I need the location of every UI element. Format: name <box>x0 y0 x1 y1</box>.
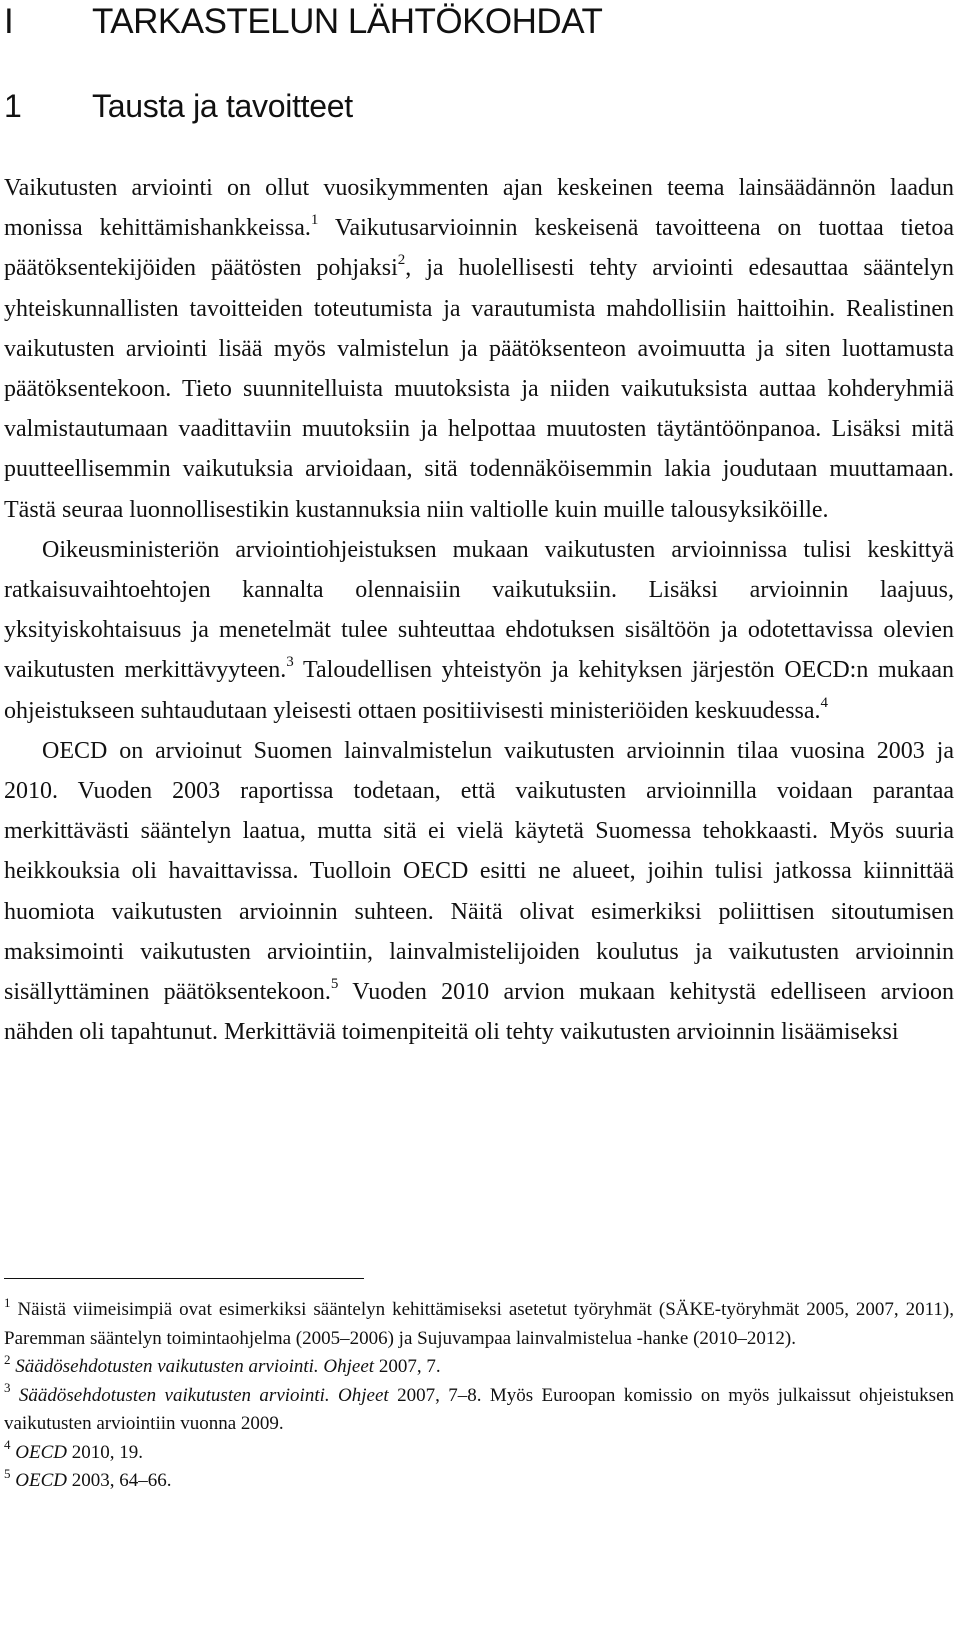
footnote-3 <box>4 1382 954 1439</box>
text-run: 2003, 64–66. <box>66 1470 172 1491</box>
paragraph-3 <box>4 731 954 1053</box>
footnote-number: 3 <box>4 1380 11 1396</box>
italic-title: OECD <box>15 1441 67 1463</box>
footnote-number: 1 <box>4 1294 11 1310</box>
text-run: , ja huolellisesti tehty arviointi edesauttaa sääntelyn yhteiskunnallisten tavoitteiden toteutumista ja varautumista mahdollisiin haittoihin. Realistinen vaikutusten arviointi lisää myös valmistelun ja päätöksenteon avoimuutta ja siten luottamusta päätöksentekoon. Tieto suunnitelluista muutoksista ja niiden vaikutuksista auttaa kohderyhmiä valmistautumaan vaadittaviin muutoksiin ja helpottaa muutosten täytäntöönpanoa. Lisäksi mitä puutteellisemmin vaikutuksia arvioidaan, sitä todennäköisemmin lakia joudutaan muuttamaan. Tästä seuraa luonnollisestikin kustannuksia niin valtiolle kuin muille talousyksiköille. <box>4 255 955 523</box>
text-run: 2007, 7. <box>374 1356 441 1377</box>
footnote-number: 5 <box>4 1465 11 1481</box>
footnote-ref: 5 <box>330 976 339 993</box>
text-run: Taloudellisen yhteistyön ja kehityksen järjestön OECD:n mukaan ohjeistukseen suhtaudutaan yleisesti ottaen positiivisesti ministeriöiden keskuudessa. <box>4 657 954 724</box>
chapter-number: I <box>4 2 14 41</box>
footnote-5 <box>4 1467 954 1496</box>
footnote-2 <box>4 1353 954 1382</box>
chapter-heading <box>4 2 602 42</box>
footnote-separator <box>4 1278 364 1279</box>
text-run: Näistä viimeisimpiä ovat esimerkiksi sääntelyn kehittämiseksi asetetut työryhmät (SÄKE-työryhmät 2005, 2007, 2011), Paremman sääntelyn toimintaohjelma (2005–2006) ja Sujuvampaa lainvalmistelua -hanke (2010–2012). <box>4 1299 954 1349</box>
text-run: Vaikutusten arviointi on ollut vuosikymmenten ajan keskeinen teema lainsäädännön laadun monissa kehittämishankkeissa. <box>4 175 954 242</box>
text-run: Vuoden 2010 arvion mukaan kehitystä edelliseen arvioon nähden oli tapahtunut. Merkittäviä toimenpiteitä oli tehty vaikutusten arvioinnin lisäämiseksi <box>4 979 954 1046</box>
text-run: OECD on arvioinut Suomen lainvalmistelun vaikutusten arvioinnin tilaa vuosina 2003 ja 2010. Vuoden 2003 raportissa todetaan, että vaikutusten arvioinnilla voidaan parantaa merkittävästi sääntelyn laatua, mutta sitä ei vielä käytetä Suomessa tehokkaasti. Myös suuria heikkouksia oli havaittavissa. Tuolloin OECD esitti ne alueet, joihin tulisi jatkossa kiinnittää huomiota vaikutusten arvioinnin suhteen. Näitä olivat esimerkiksi poliittisen sitoutumisen maksimointi vaikutusten arviointiin, lainvalmistelijoiden koulutus ja vaikutusten arvioinnin sisällyttäminen päätöksentekoon. <box>4 737 954 1006</box>
footnote-ref: 3 <box>286 654 294 671</box>
text-run: Oikeusministeriön arviointiohjeistuksen mukaan vaikutusten arvioinnissa tulisi keskittyä ratkaisuvaihtoehtojen kannalta olennaisiin vaikutuksiin. Lisäksi arvioinnin laajuus, yksityiskohtaisuus ja menetelmät tulee suhteuttaa ehdotuksen sisältöön ja odotettavissa olevien vaikutusten merkittävyyteen. <box>4 536 954 684</box>
italic-title: Säädösehdotusten vaikutusten arviointi. Ohjeet <box>15 1356 375 1377</box>
footnote-ref: 4 <box>820 694 829 711</box>
footnote-ref: 1 <box>310 212 319 229</box>
body-text <box>4 168 954 1052</box>
text-run: 2007, 7–8. Myös Euroopan komissio on myös julkaissut ohjeistuksen vaikutusten arviointiin vuonna 2009. <box>4 1384 954 1434</box>
italic-title: Säädösehdotusten vaikutusten arviointi. Ohjeet <box>18 1384 389 1406</box>
footnote-ref: 2 <box>397 252 406 269</box>
footnotes <box>4 1296 954 1496</box>
paragraph-1 <box>4 168 954 530</box>
footnote-number: 4 <box>4 1437 11 1453</box>
footnote-number: 2 <box>4 1351 11 1367</box>
chapter-title: TARKASTELUN LÄHTÖKOHDAT <box>92 2 603 41</box>
text-run <box>11 1385 19 1406</box>
text-run: 2010, 19. <box>66 1441 143 1463</box>
text-run: Vaikutusarvioinnin keskeisenä tavoitteena on tuottaa tietoa päätöksentekijöiden päätösten pohjaksi <box>4 215 954 282</box>
section-title: Tausta ja tavoitteet <box>92 88 353 124</box>
italic-title: OECD <box>15 1470 67 1491</box>
section-heading <box>4 88 353 125</box>
footnote-4 <box>4 1439 954 1468</box>
paragraph-2 <box>4 530 954 731</box>
footnote-1 <box>4 1296 954 1353</box>
section-number: 1 <box>4 88 22 124</box>
